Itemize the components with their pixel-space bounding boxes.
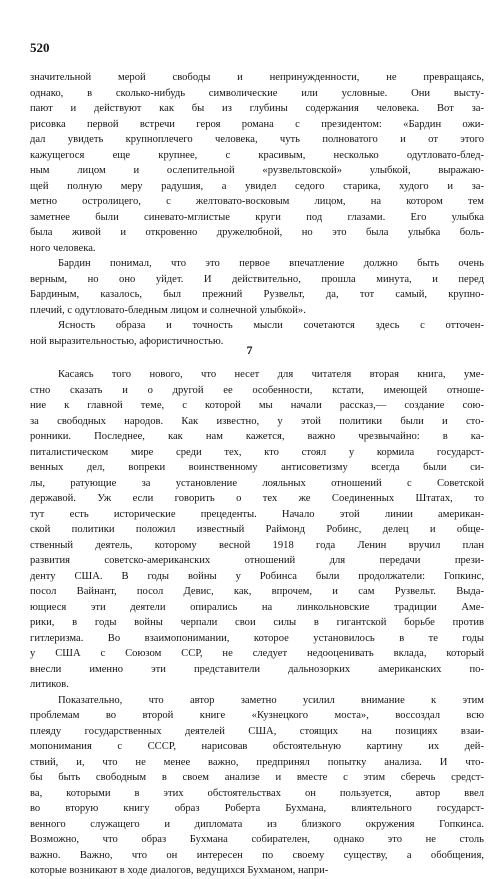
text-line: верным, но оно уйдет. И действительно, прошла минута, и перед <box>30 273 484 285</box>
text-line: Бардин понимал, что это первое впечатление должно быть очень <box>58 258 484 269</box>
text-line: внесли именно эти представители дальнозорких американских по- <box>30 663 484 675</box>
text-line: во вторую книгу образ Роберта Бухмана, влиятельного государст- <box>30 803 484 814</box>
text-line: питалистическом мире среди тех, кто стоял у кормила государст- <box>30 446 484 458</box>
text-line: Бардиным, казалось, был прежний Рузвельт, да, тот самый, крупно- <box>30 289 484 300</box>
text-line: дал увидеть крупноплечего человека, чуть полноватого и от этого <box>30 134 484 145</box>
text-line: венных дел, вопреки воинственному антисоветизму всегда были си- <box>30 462 484 473</box>
text-line: ние к главной теме, с которой мы начали рассказ,— создание сою- <box>30 400 484 411</box>
text-line: щей полную меру радушия, а увидел седого старика, худого и за- <box>30 180 484 192</box>
text-line: Возможно, что образ Бухмана собирателен, однако это не столь <box>30 834 484 845</box>
text-line: ного человека. <box>30 242 96 254</box>
text-line: ва, которыми в этих обстоятельствах он пользуется, автор ввел <box>30 787 484 799</box>
text-line: денту США. В годы войны у Робинса были продолжатели: Гопкинс, <box>30 570 484 582</box>
text-line: метно остролицего, с желтовато-восковым лицом, на котором тем <box>30 196 484 207</box>
text-line: у США с Союзом ССР, не следует недооценивать вклада, который <box>30 648 484 659</box>
text-line: ронники. Последнее, как нам кажется, важно чрезвычайно: в ка- <box>30 431 484 442</box>
text-line: Ясность образа и точность мысли сочетаются здесь с отточен- <box>58 320 484 331</box>
text-line: лы, ратующие за установление лояльных отношений с Советской <box>30 477 484 489</box>
text-line: Показательно, что автор заметно усилил внимание к этим <box>58 694 484 706</box>
text-line: державой. Уж если говорить о тех же Соединенных Штатах, то <box>30 493 484 504</box>
text-line: мопонимания с СССР, нарисовав обстоятельную картину их дей- <box>30 741 484 752</box>
text-line: пают и действуют как бы из глубины содержания человека. Вот за- <box>30 103 484 114</box>
text-line: важно. Важно, что он интересен по своему существу, а обобщения, <box>30 849 484 861</box>
text-line: Касаясь того нового, что несет для читателя вторая книга, уме- <box>58 369 484 380</box>
text-line: ющиеся эти деятели опирались на линкольновские традиции Аме- <box>30 601 484 613</box>
text-line: ственный деятель, которому весной 1918 года Ленин вручил план <box>30 539 484 551</box>
text-line: заметнее были синевато-мглистые круги под глазами. Его улыбка <box>30 211 484 223</box>
section-number: 7 <box>246 343 253 357</box>
text-line: бы быть свободным в своем анализе и вместе с этим сберечь средст- <box>30 772 484 783</box>
text-line: кажущегося еще крупнее, с красивым, несколько одутловато-блед- <box>30 149 484 161</box>
text-line: посол Вайнант, посол Девис, как, впрочем, и сам Рузвельт. Выда- <box>30 586 484 597</box>
text-line: гитлеризма. Во взаимопонимании, которое установилось в те годы <box>30 632 484 644</box>
text-line: которые возникают в ходе диалогов, ведущихся Бухманом, напри- <box>30 865 329 876</box>
text-line: рики, в годы войны черпали свои силы в гигантской борьбе против <box>30 617 484 628</box>
text-line: стно сказать и о другой ее особенности, кстати, имеющей отноше- <box>30 384 484 396</box>
text-line: тут есть исторические прецеденты. Начало этой линии американ- <box>30 508 484 520</box>
text-line: плечий, с одутловато-бледным лицом и солнечной улыбкой». <box>30 304 306 316</box>
text-line: ской политики положил известный Раймонд Робинс, делец и обще- <box>30 524 484 535</box>
text-line: проблемам во второй книге «Кузнецкого моста», воссоздал всю <box>30 710 484 721</box>
page-number: 520 <box>30 40 50 55</box>
text-line: плеяду государственных деятелей США, стоящих на позициях взаи- <box>30 725 484 737</box>
text-line: литиков. <box>30 679 69 690</box>
text-line: значительной мерой свободы и непринужденности, не превращаясь, <box>30 72 484 83</box>
text-line: рисовка первой встречи героя романа с президентом: «Бардин ожи- <box>30 118 484 130</box>
text-line: за свободных народов. Как известно, у этой политики были и сто- <box>30 415 484 427</box>
text-line: ным лицом и ослепительной «рузвельтовской» улыбкой, выражаю- <box>30 165 484 176</box>
text-line: однако, в сколько-нибудь символические или условные. Они высту- <box>30 87 484 99</box>
text-line: венного служащего и дипломата из близкого окружения Гопкинса. <box>30 818 484 830</box>
text-line: ствий, и, что не менее важно, предпринял попытку анализа. И что- <box>30 756 484 768</box>
text-line: была живой и откровенно дружелюбной, но это была улыбка боль- <box>30 227 484 238</box>
text-line: ной выразительностью, афористичностью. <box>30 335 224 347</box>
text-line: развития советско-американских отношений для передачи прези- <box>30 555 484 566</box>
